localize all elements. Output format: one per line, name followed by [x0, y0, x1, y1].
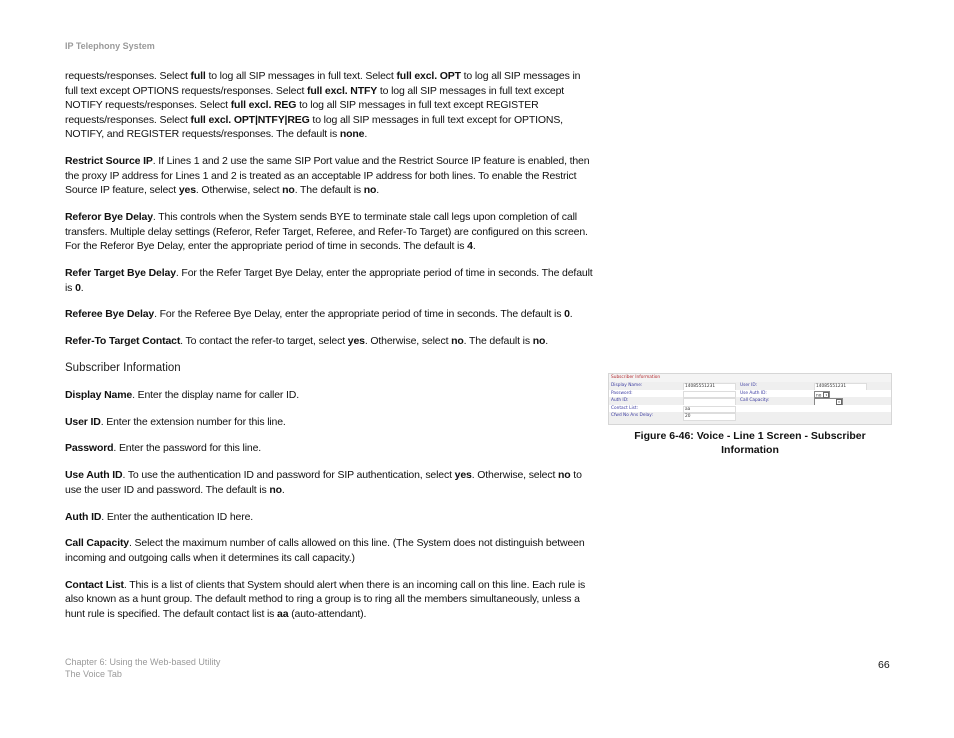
contact-list-label: Contact List:	[611, 405, 639, 411]
call-capacity-label: Call Capacity:	[740, 398, 770, 403]
screen-row-contact-list	[609, 405, 891, 413]
bold-term: Call Capacity	[65, 537, 129, 550]
screen-row-cfwd-no-ans-delay	[609, 412, 891, 420]
body-text	[65, 69, 593, 634]
text-run: . Otherwise, select	[195, 184, 283, 197]
paragraph-use-auth-id	[65, 468, 593, 497]
screen-row-display-name	[609, 382, 891, 390]
text-run: .	[545, 335, 549, 348]
footer-chapter: Chapter 6: Using the Web-based Utility	[65, 657, 221, 667]
bold-term: full excl. OPT|NTFY|REG	[190, 113, 310, 126]
text-run: (auto-attendant).	[288, 607, 367, 620]
bold-term: Refer-To Target Contact	[65, 335, 181, 348]
text-run: .	[281, 483, 285, 496]
screen-title: Subscriber Information	[609, 374, 891, 382]
display-name-label: Display Name:	[611, 383, 643, 388]
bold-term: Use Auth ID	[65, 469, 123, 482]
cfwd-no-ans-delay-input[interactable]: 20	[683, 413, 736, 421]
bold-term: full excl. REG	[230, 99, 297, 112]
bold-term: Referor Bye Delay	[65, 211, 153, 224]
text-run: .	[364, 128, 368, 141]
text-run: . For the Referee Bye Delay, enter the appropriate period of time in seconds. The default is	[154, 308, 565, 321]
figure-caption: Figure 6-46: Voice - Line 1 Screen - Subscriber Information	[634, 430, 866, 456]
paragraph-referee-bye-delay	[65, 307, 593, 322]
paragraph-refer-to-target-contact	[65, 334, 593, 349]
bold-term: Auth ID	[65, 510, 102, 523]
text-run: . This is a list of clients that System should alert when there is an incoming call on this line. Each rule is also known as a hunt group. The default method to ring a group is to ring all the members simultaneously, unless a hunt rule is specified. The default contact list is	[65, 578, 586, 620]
screen-row-auth-id	[609, 397, 891, 405]
user-id-label: User ID:	[740, 383, 758, 388]
bold-term: aa	[277, 607, 289, 620]
use-auth-id-value: no	[816, 393, 822, 398]
bold-term: Restrict Source IP	[65, 155, 153, 168]
text-run: .	[472, 240, 476, 253]
text-run: .	[80, 281, 84, 294]
bold-term: none	[339, 128, 365, 141]
bold-term: yes	[178, 184, 196, 197]
text-run: .	[569, 308, 573, 321]
bold-term: Contact List	[65, 578, 124, 591]
screenshot-subscriber-information	[608, 373, 892, 425]
bold-term: no	[282, 184, 295, 197]
bold-term: Referee Bye Delay	[65, 308, 155, 321]
text-run: to log all SIP messages in full text. Select	[205, 70, 397, 82]
footer	[65, 657, 220, 680]
chevron-down-icon: ▾	[836, 399, 842, 405]
bold-term: full excl. NTFY	[306, 84, 378, 97]
paragraph-restrict-source-ip	[65, 154, 593, 198]
user-id-input[interactable]: 14085551231	[814, 383, 867, 391]
paragraph-contact-list	[65, 578, 593, 622]
text-run: . This controls when the System sends BYE to terminate stale call legs upon completion of call transfers. Multiple delay settings (Referor, Refer Target, Referee, and Refer-To Target) are configured on this screen. For the Referor Bye Delay, enter the appropriate period of time in seconds. The default is	[65, 211, 588, 253]
text-run: . Otherwise, select	[471, 469, 558, 482]
bold-term: no	[532, 335, 546, 348]
bold-term: yes	[347, 335, 365, 348]
text-run: . Otherwise, select	[364, 335, 452, 348]
paragraph-debug-level	[65, 69, 593, 142]
bold-term: 4	[467, 240, 473, 253]
text-run: . The default is	[463, 335, 533, 348]
text-run: .	[376, 184, 380, 197]
bold-term: Display Name	[65, 388, 133, 401]
bold-term: 0	[75, 281, 81, 294]
paragraph-password	[65, 441, 593, 456]
screen-row-password	[609, 390, 891, 398]
footer-section: The Voice Tab	[65, 668, 122, 679]
running-header: IP Telephony System	[65, 41, 155, 51]
bold-term: full excl. OPT	[396, 70, 461, 82]
section-heading-subscriber-information: Subscriber Information	[65, 362, 181, 375]
bold-term: no	[558, 469, 571, 482]
auth-id-label: Auth ID:	[611, 398, 629, 403]
text-run: to log all SIP messages in full text except OPTIONS requests/responses. Select	[65, 70, 581, 97]
text-run: . If Lines 1 and 2 use the same SIP Port value and the Restrict Source IP feature is enabled, then the proxy IP address for Lines 1 and 2 is treated as an acceptable IP address for both lines. To enable the Restrict Source IP feature, select	[65, 155, 590, 197]
text-run: . Enter the authentication ID here.	[101, 510, 254, 523]
text-run: to use the user ID and password. The default is	[65, 469, 582, 496]
bold-term: no	[363, 184, 377, 197]
page-number: 66	[878, 659, 890, 671]
use-auth-id-label: Use Auth ID:	[740, 390, 767, 396]
figure-subscriber-information	[608, 373, 892, 457]
text-run: to log all SIP messages in full text except REGISTER requests/responses. Select	[65, 99, 539, 126]
text-run: . The default is	[294, 184, 364, 197]
contact-list-input[interactable]: aa	[683, 406, 736, 414]
bold-term: 0	[564, 308, 570, 321]
paragraph-user-id	[65, 415, 593, 430]
chevron-down-icon: ▾	[823, 392, 829, 398]
bold-term: no	[451, 335, 464, 348]
text-run: to log all SIP messages in full text except for OPTIONS, NOTIFY, and REGISTER requests/responses. The default is	[65, 113, 563, 141]
paragraph-display-name	[65, 388, 593, 403]
paragraph-auth-id	[65, 510, 593, 525]
text-run: . To contact the refer-to target, select	[180, 335, 348, 348]
text-run: . Select the maximum number of calls allowed on this line. (The System does not distinguish between incoming and outgoing calls when it determines its call capacity.)	[65, 537, 585, 564]
display-name-input[interactable]: 14085551231	[683, 383, 736, 391]
paragraph-call-capacity	[65, 536, 593, 565]
bold-term: full	[190, 70, 206, 82]
text-run: . To use the authentication ID and password for SIP authentication, select	[122, 469, 455, 482]
bold-term: User ID	[65, 415, 101, 428]
cfwd-no-ans-delay-label: Cfwd No Ans Delay:	[611, 413, 653, 418]
bold-term: no	[269, 483, 282, 496]
text-run: . Enter the password for this line.	[113, 442, 262, 455]
paragraph-referor-bye-delay	[65, 210, 593, 254]
password-label: Password:	[611, 390, 633, 396]
bold-term: Password	[65, 442, 114, 455]
bold-term: Refer Target Bye Delay	[65, 267, 176, 280]
text-run: . For the Refer Target Bye Delay, enter the appropriate period of time in seconds. The default is	[65, 267, 593, 294]
text-run: . Enter the extension number for this line.	[100, 415, 286, 428]
paragraph-refer-target-bye-delay	[65, 266, 593, 295]
text-run: . Enter the display name for caller ID.	[132, 388, 299, 401]
text-run: to log all SIP messages in full text except NOTIFY requests/responses. Select	[65, 84, 565, 112]
bold-term: yes	[454, 469, 472, 482]
text-run: requests/responses. Select	[65, 70, 191, 82]
